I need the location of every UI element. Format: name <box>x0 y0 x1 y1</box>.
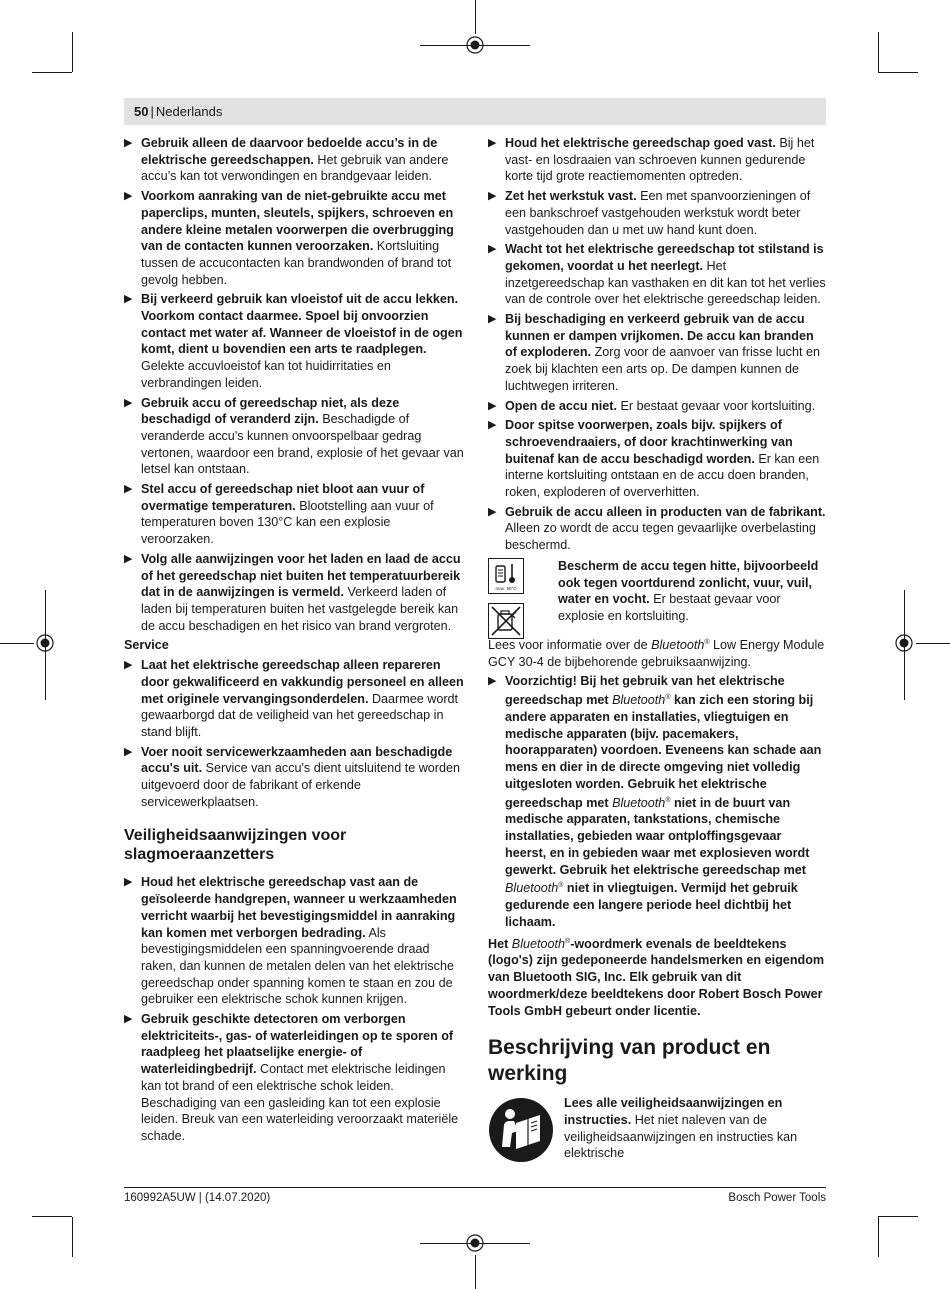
text-segment: Lees voor informatie over de <box>488 638 652 653</box>
page-header: 50 | Nederlands <box>124 98 826 125</box>
registered-mark: ® <box>665 694 671 702</box>
bullet-arrow-icon: ▶ <box>124 137 133 149</box>
item-bold-text: Bij beschadiging en verkeerd gebruik van de accu kunnen er dampen vrijkomen. De accu kan branden of exploderen. <box>505 312 814 360</box>
reading-instruction-text: Het niet naleven van de veiligheidsaanwijzingen en instructies kan elektrische <box>564 1112 798 1161</box>
list-item <box>488 241 826 308</box>
item-bold-text: Open de accu niet. <box>505 398 617 413</box>
left-column <box>124 135 464 1148</box>
bullet-arrow-icon: ▶ <box>124 745 133 758</box>
registration-mark-icon <box>893 632 915 654</box>
item-bold-text: Gebruik alleen de daarvoor bedoelde accu’s in de elektrische gereedschappen. <box>141 136 438 167</box>
bluetooth-warning <box>488 673 826 930</box>
crop-mark <box>0 643 34 644</box>
text-segment: Voorzichtig! Bij het gebruik van het elektrische gereedschap met <box>505 674 785 708</box>
header-language: Nederlands <box>155 104 223 119</box>
list-item <box>124 395 464 479</box>
trademark-notice <box>488 934 826 1020</box>
list-item <box>124 135 464 185</box>
description-heading: Beschrijving van product en werking <box>488 1036 771 1086</box>
right-column <box>488 135 826 1165</box>
item-text: Kortsluiting tussen de accucontacten kan brandwonden of brand tot gevolg hebben. <box>141 239 452 287</box>
list-item <box>124 291 464 391</box>
crop-mark <box>72 1217 73 1257</box>
heat-warning-bold: Bescherm de accu tegen hitte, bijvoorbeeld ook tegen voortdurend zonlicht, vuur, vuil, water en vocht. <box>558 558 819 607</box>
list-item <box>124 744 464 811</box>
item-bold-text: Volg alle aanwijzingen voor het laden en laad de accu of het gereedschap niet buiten het temperatuurbereik dat in de aanwijzingen is vermeld. <box>141 551 461 600</box>
item-text: Er bestaat gevaar voor kortsluiting. <box>620 398 816 413</box>
bluetooth-brand: Bluetooth <box>612 795 666 810</box>
item-bold-text: Houd het elektrische gereedschap vast aan de geïsoleerde handgrepen, wanneer u werkzaamheden verricht waarbij het bevestigingsmiddel in aanraking kan komen met verborgen bedrading. <box>141 875 457 940</box>
item-bold-text: Voer nooit servicewerkzaamheden aan beschadigde accu's uit. <box>141 744 453 776</box>
crop-mark <box>878 1216 918 1217</box>
text-segment: niet in de buurt van medische apparaten, tankstations, chemische installaties, gebieden waar ontploffingsgevaar heerst, en in gebieden waar met explosieven wordt gewerkt. Gebruik het elektrische gereedschap met <box>505 795 810 877</box>
list-item <box>488 135 826 185</box>
bluetooth-brand: Bluetooth <box>612 693 666 708</box>
warning-icons <box>488 558 528 647</box>
item-text: Het gebruik van andere accu’s kan tot verwondingen en brandgevaar leiden. <box>141 152 449 184</box>
list-item <box>124 551 464 635</box>
registered-mark: ® <box>558 882 564 890</box>
bluetooth-brand: Bluetooth <box>651 638 705 653</box>
item-text: Blootstelling aan vuur of temperaturen boven 130°C kan een explosie veroorzaken. <box>141 498 434 547</box>
list-item <box>488 188 826 238</box>
text-segment: kan zich een storing bij andere apparaten en installaties, vliegtuigen en medische apparaten (bijv. pacemakers, hoorapparaten) voordoen. Eveneens kan schade aan mens en dier in de directe omgeving niet volledig uitgesloten worden. Gebruik het elektrische gereedschap met <box>505 693 822 810</box>
item-text: Service van accu's dient uitsluitend te worden uitgevoerd door de fabrikant of erkende servicewerkplaatsen. <box>141 761 461 809</box>
item-text: Bij het vast- en losdraaien van schroeven kunnen gedurende korte tijd grote reactiemomenten optreden. <box>505 136 815 184</box>
bullet-arrow-icon: ▶ <box>124 552 133 565</box>
item-text: Zorg voor de aanvoer van frisse lucht en zoek bij klachten een arts op. De dampen kunnen de luchtwegen irriteren. <box>505 345 820 393</box>
heat-warning-text: Er bestaat gevaar voor explosie en kortsluiting. <box>558 592 781 623</box>
footer-doc-id: 160992A5UW | (14.07.2020) <box>124 1192 271 1204</box>
bullet-arrow-icon: ▶ <box>124 293 133 306</box>
crop-mark <box>878 32 879 72</box>
list-item <box>488 417 826 501</box>
item-bold-text: Gebruik accu of gereedschap niet, als deze beschadigd of veranderd zijn. <box>141 395 400 427</box>
item-text: Daarmee wordt gewaarborgd dat de veiligheid van het gereedschap in stand blijft. <box>141 691 459 739</box>
list-item <box>124 1011 464 1145</box>
no-disassembly-icon <box>488 603 524 639</box>
item-bold-text: Laat het elektrische gereedschap alleen repareren door gekwalificeerd en vakkundig personeel en alleen met originele vervangingsonderdelen. <box>141 658 464 706</box>
registered-mark: ® <box>704 638 710 646</box>
item-text: Als bevestigingsmiddelen een spanningvoerende draad raken, dan kunnen de metalen delen van het elektrische gereedschap onder spanning komen te staan en zou de gebruiker een elektrische schok kunnen krijgen. <box>141 925 454 1007</box>
list-item <box>488 504 826 554</box>
temperature-limit-icon <box>488 558 524 594</box>
bullet-arrow-icon: ▶ <box>488 419 497 432</box>
text-segment: Low Energy Module GCY 30-4 de bijbehorende gebruiksaanwijzing. <box>488 638 825 669</box>
bullet-arrow-icon: ▶ <box>124 1013 133 1026</box>
item-text: Alleen zo wordt de accu tegen gevaarlijke overbelasting beschermd. <box>505 521 816 553</box>
registration-mark-icon <box>464 1232 486 1254</box>
list-item <box>488 311 826 395</box>
item-bold-text: Door spitse voorwerpen, zoals bijv. spijkers of schroevendraaiers, of door krachtinwerking van buitenaf kan de accu beschadigd worden. <box>505 418 793 466</box>
text-segment: niet in vliegtuigen. Vermijd het gebruik gedurende een langere periode heel dichtbij het lichaam. <box>505 881 798 929</box>
crop-mark <box>475 1255 476 1289</box>
list-item <box>124 188 464 288</box>
item-text: Beschadigde of veranderde accu's kunnen onvoorspelbaar gedrag vertonen, waardoor een brand, explosie of het gevaar van letsel kan ontstaan. <box>141 412 464 477</box>
bullet-arrow-icon: ▶ <box>124 876 133 889</box>
item-bold-text: Bij verkeerd gebruik kan vloeistof uit de accu lekken. Voorkom contact daarmee. Spoel bij onvoorzien contact met water af. Wanneer de vloeistof in de ogen komt, dient u bovendien een arts te raadplegen. <box>141 292 463 357</box>
bullet-arrow-icon: ▶ <box>488 243 497 256</box>
text-segment: Het <box>488 936 512 951</box>
safety-heading: Veiligheidsaanwijzingen voor slagmoeraanzetters <box>124 827 347 864</box>
bluetooth-info <box>488 635 826 671</box>
list-item <box>124 874 464 1008</box>
service-heading: Service <box>124 638 169 653</box>
list-item <box>488 398 826 415</box>
bluetooth-brand: Bluetooth <box>511 936 566 951</box>
read-manual-icon <box>488 1097 554 1163</box>
bullet-arrow-icon: ▶ <box>124 190 133 203</box>
item-bold-text: Wacht tot het elektrische gereedschap tot stilstand is gekomen, voordat u het neerlegt. <box>505 242 824 273</box>
bullet-arrow-icon: ▶ <box>488 137 497 149</box>
crop-mark <box>878 1217 879 1257</box>
item-text: Een met spanvoorzieningen of een bankschroef vastgehouden werkstuk wordt beter vastgehouden dan u met uw hand kunt doen. <box>505 189 811 237</box>
item-bold-text: Gebruik geschikte detectoren om verborgen elektriciteits-, gas- of waterleidingen op te sporen of raadpleeg het plaatselijke energie- of waterleidingbedrijf. <box>141 1012 454 1077</box>
reading-instruction-bold: Lees alle veiligheidsaanwijzingen en instructies. <box>564 1096 783 1127</box>
bullet-arrow-icon: ▶ <box>488 505 497 518</box>
crop-mark <box>878 72 918 73</box>
item-text: Het inzetgereedschap kan vasthaken en dit kan tot het verlies van de controle over het elektrische gereedschap leiden. <box>505 258 826 307</box>
crop-mark <box>32 1216 72 1217</box>
item-text: Er kan een interne kortsluiting ontstaan en de accu doen branden, roken, exploderen of oververhitten. <box>505 451 820 500</box>
bullet-arrow-icon: ▶ <box>124 483 133 496</box>
heat-warning-block <box>488 558 826 630</box>
item-bold-text: Voorkom aanraking van de niet-gebruikte accu met paperclips, munten, sleutels, spijkers, schroeven en andere kleine metalen voorwerpen die overbrugging van de contacten kunnen veroorzaken. <box>141 189 454 254</box>
bullet-arrow-icon: ▶ <box>488 675 497 688</box>
item-text: Gelekte accuvloeistof kan tot huidirritaties en verbrandingen leiden. <box>141 359 391 390</box>
item-bold-text: Gebruik de accu alleen in producten van de fabrikant. <box>505 504 826 519</box>
bullet-arrow-icon: ▶ <box>124 396 133 409</box>
crop-mark <box>72 32 73 72</box>
item-bold-text: Stel accu of gereedschap niet bloot aan vuur of overmatige temperaturen. <box>141 482 425 513</box>
list-item <box>124 481 464 548</box>
bullet-arrow-icon: ▶ <box>488 313 497 326</box>
item-bold-text: Houd het elektrische gereedschap goed vast. <box>505 136 776 150</box>
list-item <box>124 657 464 741</box>
text-segment: -woordmerk evenals de beeldtekens (logo's) zijn gedeponeerde handelsmerken en eigendom van Bluetooth SIG, Inc. Elk gebruik van dit woordmerk/deze beeldtekens door Robert Bosch Power Tools GmbH gebeurt onder licentie. <box>488 936 825 1018</box>
read-instructions-block <box>488 1095 826 1165</box>
footer-divider <box>124 1187 826 1188</box>
crop-mark <box>916 643 950 644</box>
footer-brand: Bosch Power Tools <box>728 1192 826 1204</box>
bullet-arrow-icon: ▶ <box>488 399 497 412</box>
temperature-label: max. 50°C <box>495 585 517 591</box>
registered-mark: ® <box>665 796 671 804</box>
registration-mark-icon <box>34 632 56 654</box>
crop-mark <box>32 72 72 73</box>
registration-mark-icon <box>464 34 486 56</box>
bluetooth-brand: Bluetooth <box>505 881 559 896</box>
bullet-arrow-icon: ▶ <box>488 190 497 203</box>
item-text: Contact met elektrische leidingen kan tot brand of een elektrische schok leiden. Beschadiging van een gasleiding kan tot een explosie leiden. Breuk van een waterleiding veroorzaakt materiële schade. <box>141 1062 459 1143</box>
item-bold-text: Zet het werkstuk vast. <box>505 189 637 204</box>
item-text: Verkeerd laden of laden bij temperaturen buiten het vastgelegde bereik kan de accu beschadigen en het risico van brand vergroten. <box>141 585 459 633</box>
bullet-arrow-icon: ▶ <box>124 659 133 672</box>
registered-mark: ® <box>565 937 571 945</box>
crop-mark <box>475 0 476 34</box>
page-number: 50 <box>134 104 149 119</box>
